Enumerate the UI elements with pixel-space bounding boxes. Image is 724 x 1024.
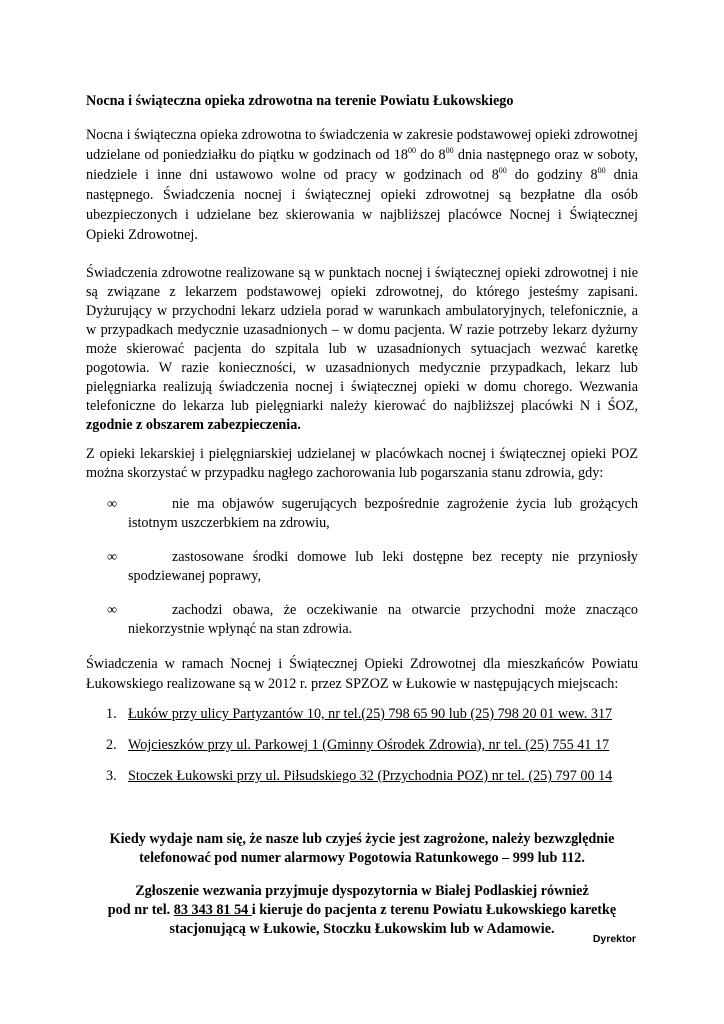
- location-link[interactable]: Wojcieszków przy ul. Parkowej 1 (Gminny Ośrodek Zdrowia), nr tel. (25) 755 41 17: [128, 737, 610, 753]
- location-link[interactable]: Stoczek Łukowski przy ul. Piłsudskiego 32 (Przychodnia POZ) nr tel. (25) 797 00 14: [128, 768, 613, 784]
- bullet-icon: ∞: [107, 602, 118, 618]
- bullet-icon: ∞: [107, 496, 118, 512]
- location-link[interactable]: Łuków przy ulicy Partyzantów 10, nr tel.(25) 798 65 90 lub (25) 798 20 01 wew. 317: [128, 706, 613, 722]
- paragraph-conditions: Z opieki lekarskiej i pielęgniarskiej udzielanej w placówkach nocnej i świątecznej opieki POZ można skorzystać w przypadku nagłego zachorowania lub pogarszania stanu zdrowia, gdy:: [86, 446, 638, 481]
- paragraph-locations-intro: Świadczenia w ramach Nocnej i Świątecznej Opieki Zdrowotnej dla mieszkańców Powiatu Łukowskiego realizowane są w 2012 r. przez SPZOZ w Łukowie w następujących miejscach:: [86, 656, 638, 692]
- conditions-list: [86, 495, 638, 639]
- locations-list: [86, 705, 638, 786]
- location-item: 1. Łuków przy ulicy Partyzantów 10, nr tel.(25) 798 65 90 lub (25) 798 20 01 wew. 317: [106, 706, 613, 722]
- list-item: ∞ zastosowane środki domowe lub leki dostępne bez recepty nie przyniosły spodziewanej poprawy,: [107, 549, 638, 584]
- dispatch-phone-link[interactable]: 83 343 81 54: [173, 902, 252, 918]
- location-item: 3. Stoczek Łukowski przy ul. Piłsudskiego 32 (Przychodnia POZ) nr tel. (25) 797 00 14: [106, 768, 613, 784]
- bullet-icon: ∞: [107, 549, 118, 565]
- list-item: ∞ zachodzi obawa, że oczekiwanie na otwarcie przychodni może znacząco niekorzystnie wpłynąć na stan zdrowia.: [107, 602, 638, 637]
- paragraph-services: Świadczenia zdrowotne realizowane są w punktach nocnej i świątecznej opieki zdrowotnej i nie są związane z lekarzem podstawowej opieki zdrowotnej, do którego jesteśmy zapisani. Dyżurujący w przychodni lekarz udziela porad w warunkach ambulatoryjnych, telefonicznie, a w przypadkach medycznie uzasadnionych – w domu pacjenta. W razie potrzeby lekarz dyżurny może skierować pacjenta do szpitala lub w uzasadnionych sytuacjach wezwać karetkę pogotowia. W razie konieczności, w uzasadnionych medycznie przypadkach, lekarz lub pielęgniarka realizują świadczenia nocnej i świątecznej opieki w domu chorego. Wezwania telefoniczne do lekarza lub pielęgniarki należy kierować do najbliższej placówki N i ŚOZ, zgodnie z obszarem zabezpieczenia.: [86, 265, 638, 433]
- dispatch-notice: Zgłoszenie wezwania przyjmuje dyspozytornia w Białej Podlaskiej również pod nr tel. 83 343 81 54 i kieruje do pacjenta z terenu Powiatu Łukowskiego karetkę stacjonującą w Łukowie, Stoczku Łukowskim lub w Adamowie.: [107, 883, 617, 937]
- signature-director: Dyrektor: [592, 933, 636, 945]
- location-item: 2. Wojcieszków przy ul. Parkowej 1 (Gminny Ośrodek Zdrowia), nr tel. (25) 755 41 17: [106, 737, 610, 753]
- bold-coverage-note: zgodnie z obszarem zabezpieczenia.: [86, 417, 301, 433]
- emergency-notice: Kiedy wydaje nam się, że nasze lub czyjeś życie jest zagrożone, należy bezwzględnie telefonować pod numer alarmowy Pogotowia Ratunkowego – 999 lub 112.: [109, 831, 615, 866]
- document-body: [86, 92, 638, 953]
- document-title: Nocna i świąteczna opieka zdrowotna na terenie Powiatu Łukowskiego: [86, 93, 514, 109]
- list-item: ∞ nie ma objawów sugerujących bezpośrednie zagrożenie życia lub grożących istotnym uszczerbkiem na zdrowiu,: [107, 496, 638, 531]
- paragraph-hours: Nocna i świąteczna opieka zdrowotna to świadczenia w zakresie podstawowej opieki zdrowotnej udzielane od poniedziałku do piątku w godzinach od $18^{00}$ do $8^{00}$ dnia następnego oraz w soboty, niedziele i inne dni ustawowo wolne od pracy w godzinach od $8^{00}$ do godziny $8^{00}$ dnia następnego. Świadczenia nocnej i świątecznej opieki zdrowotnej są bezpłatne dla osób ubezpieczonych i udzielane bez skierowania w najbliższej placówce Nocnej i Świątecznej Opieki Zdrowotnej.: [86, 127, 639, 243]
